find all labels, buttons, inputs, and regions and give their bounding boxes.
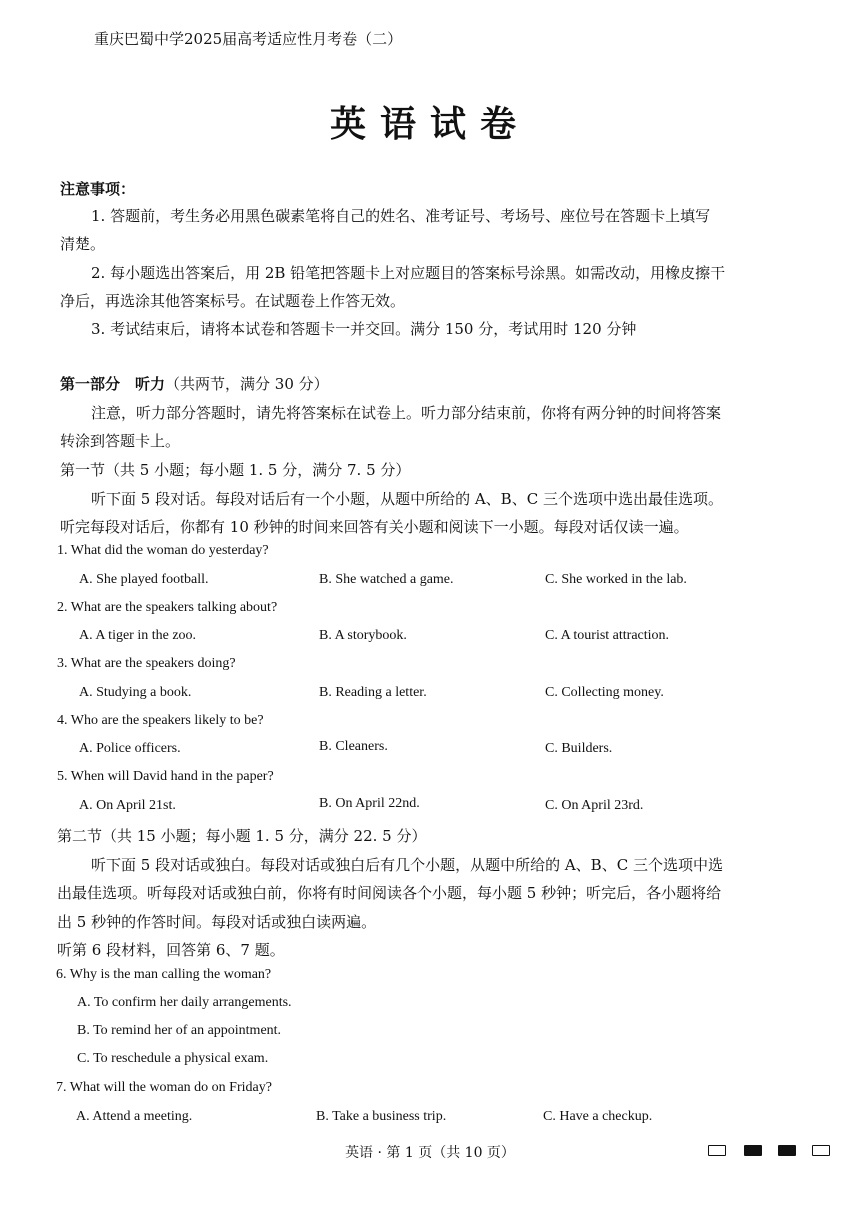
notice-heading: 注意事项： xyxy=(60,180,136,198)
option-b: B. To remind her of an appointment. xyxy=(77,1023,282,1038)
option-a: A. She played football. xyxy=(79,572,209,587)
question-4: 4. Who are the speakers likely to be? xyxy=(57,713,264,728)
option-c: C. Builders. xyxy=(545,741,613,756)
option-a: A. To confirm her daily arrangements. xyxy=(77,995,292,1010)
option-c: C. Have a checkup. xyxy=(543,1109,653,1124)
part1-note-line: 转涂到答题卡上。 xyxy=(60,432,181,450)
hollow-mark-icon xyxy=(812,1145,830,1156)
question-3: 3. What are the speakers doing? xyxy=(57,656,236,671)
part1-heading xyxy=(60,373,329,394)
option-c: C. A tourist attraction. xyxy=(545,628,670,643)
option-a: A. Police officers. xyxy=(79,741,181,756)
option-b: B. Reading a letter. xyxy=(319,685,427,700)
option-a: A. Studying a book. xyxy=(79,685,192,700)
option-c: C. To reschedule a physical exam. xyxy=(77,1051,269,1066)
option-b: B. A storybook. xyxy=(319,628,407,643)
section2-heading: 第二节（共 15 小题；每小题 1. 5 分，满分 22. 5 分） xyxy=(57,827,427,845)
question-5: 5. When will David hand in the paper? xyxy=(57,769,274,784)
option-c: C. On April 23rd. xyxy=(545,798,644,813)
notice-line: 清楚。 xyxy=(60,235,106,253)
part1-title: 第一部分 听力 xyxy=(60,375,166,393)
filled-mark-icon xyxy=(744,1145,762,1156)
notice-line: 2. 每小题选出答案后，用 2B 铅笔把答题卡上对应题目的答案标号涂黑。如需改动，用橡皮擦干 xyxy=(91,264,726,282)
section2-instr: 出最佳选项。听每段对话或独白前，你将有时间阅读各个小题，每小题 5 秒钟；听完后，各小题将给 xyxy=(57,884,722,902)
option-c: C. She worked in the lab. xyxy=(545,572,687,587)
notice-line: 3. 考试结束后，请将本试卷和答题卡一并交回。满分 150 分，考试用时 120 分钟 xyxy=(91,320,637,338)
option-c: C. Collecting money. xyxy=(545,685,664,700)
scan-marks xyxy=(708,1145,830,1157)
question-1: 1. What did the woman do yesterday? xyxy=(57,543,269,558)
section1-instr: 听完每段对话后，你都有 10 秒钟的时间来回答有关小题和阅读下一小题。每段对话仅读一遍。 xyxy=(60,518,689,536)
option-b: B. On April 22nd. xyxy=(319,796,420,811)
part1-note-line: 注意，听力部分答题时，请先将答案标在试卷上。听力部分结束前，你将有两分钟的时间将答案 xyxy=(91,404,722,422)
section1-instr: 听下面 5 段对话。每段对话后有一个小题，从题中所给的 A、B、C 三个选项中选出最佳选项。 xyxy=(91,490,723,508)
section1-heading: 第一节（共 5 小题；每小题 1. 5 分，满分 7. 5 分） xyxy=(60,461,411,479)
question-6: 6. Why is the man calling the woman? xyxy=(56,967,272,982)
filled-mark-icon xyxy=(778,1145,796,1156)
material-note: 听第 6 段材料，回答第 6、7 题。 xyxy=(57,941,285,959)
exam-header: 重庆巴蜀中学2025届高考适应性月考卷（二） xyxy=(94,30,403,48)
section2-instr: 出 5 秒钟的作答时间。每段对话或独白读两遍。 xyxy=(57,913,377,931)
question-2: 2. What are the speakers talking about? xyxy=(57,600,278,615)
hollow-mark-icon xyxy=(708,1145,726,1156)
page-footer: 英语 · 第 1 页（共 10 页） xyxy=(345,1145,515,1161)
section2-instr: 听下面 5 段对话或独白。每段对话或独白后有几个小题，从题中所给的 A、B、C 三个选项中选 xyxy=(91,856,723,874)
question-7: 7. What will the woman do on Friday? xyxy=(56,1080,272,1095)
option-a: A. Attend a meeting. xyxy=(76,1109,193,1124)
notice-line: 净后，再选涂其他答案标号。在试题卷上作答无效。 xyxy=(60,292,406,310)
option-a: A. On April 21st. xyxy=(79,798,176,813)
notice-line: 1. 答题前，考生务必用黑色碳素笔将自己的姓名、准考证号、考场号、座位号在答题卡上填写 xyxy=(91,207,711,225)
option-b: B. She watched a game. xyxy=(319,572,454,587)
option-b: B. Take a business trip. xyxy=(316,1109,447,1124)
page-title: 英语试卷 xyxy=(329,103,530,145)
part1-note: （共两节，满分 30 分） xyxy=(165,375,329,393)
option-a: A. A tiger in the zoo. xyxy=(79,628,197,643)
option-b: B. Cleaners. xyxy=(319,739,388,754)
